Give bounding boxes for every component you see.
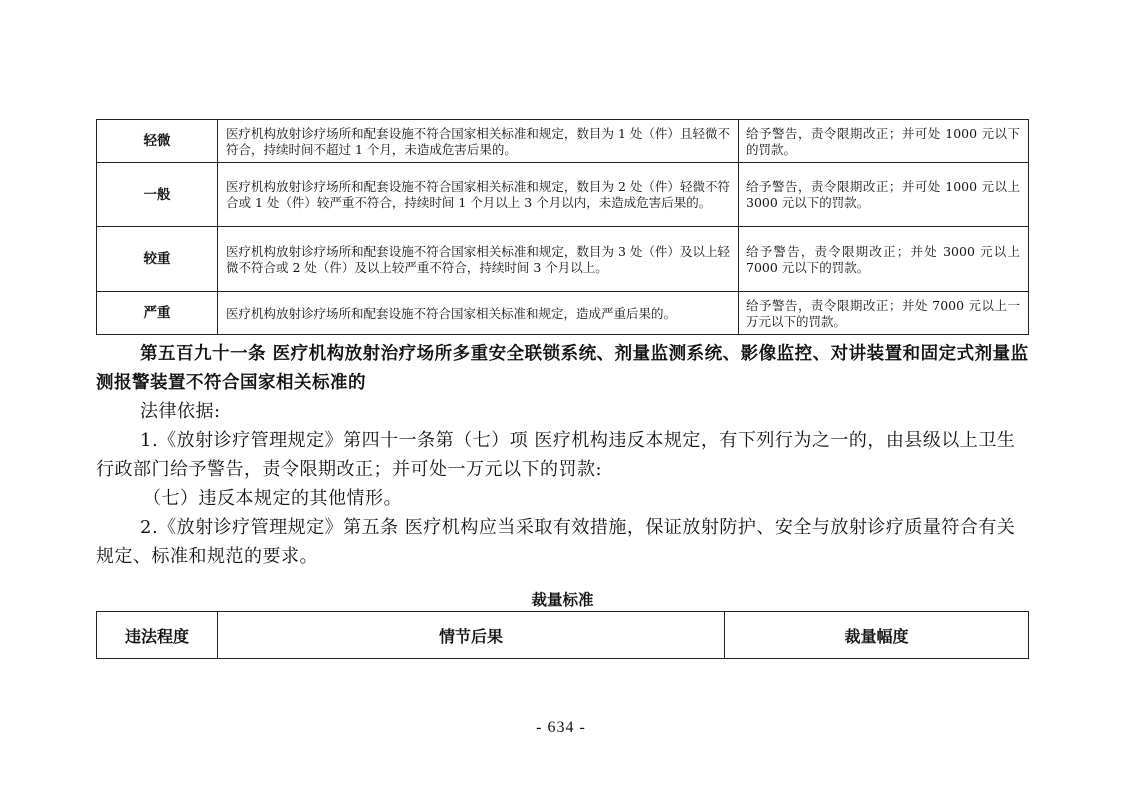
circumstance-cell: 医疗机构放射诊疗场所和配套设施不符合国家相关标准和规定，造成严重后果的。 [218,292,739,335]
standard-header-table [96,611,1029,659]
article-title: 第五百九十一条 医疗机构放射治疗场所多重安全联锁系统、剂量监测系统、影像监控、对讲装置和固定式剂量监测报警装置不符合国家相关标准的 [96,344,1029,393]
circumstance-cell: 医疗机构放射诊疗场所和配套设施不符合国家相关标准和规定，数目为 3 处（件）及以上轻微不符合或 2 处（件）及以上较严重不符合，持续时间 3 个月以上。 [218,227,739,292]
table-row [97,227,1029,292]
table-row [97,292,1029,335]
table-row [97,163,1029,227]
violation-level-cell: 轻微 [97,120,218,163]
violation-level-cell: 较重 [97,227,218,292]
penalty-range-cell: 给予警告，责令限期改正；并可处 1000 元以下的罚款。 [739,120,1029,163]
penalty-range-cell: 给予警告，责令限期改正；并可处 1000 元以上 3000 元以下的罚款。 [739,163,1029,227]
penalty-range-cell: 给予警告，责令限期改正；并处 3000 元以上 7000 元以下的罚款。 [739,227,1029,292]
violation-level-cell: 严重 [97,292,218,335]
header-penalty-range: 裁量幅度 [725,612,1029,659]
circumstance-cell: 医疗机构放射诊疗场所和配套设施不符合国家相关标准和规定，数目为 1 处（件）且轻微不符合，持续时间不超过 1 个月，未造成危害后果的。 [218,120,739,163]
violation-level-cell: 一般 [97,163,218,227]
page-number: - 634 - [536,719,586,736]
legal-basis-label: 法律依据: [140,401,221,422]
header-circumstance: 情节后果 [218,612,725,659]
legal-basis-1-item: （七）违反本规定的其他情形。 [143,488,402,509]
legal-basis-1: 1.《放射诊疗管理规定》第四十一条第（七）项 医疗机构违反本规定，有下列行为之一的，由县级以上卫生行政部门给予警告，责令限期改正；并可处一万元以下的罚款: [96,430,1016,480]
standard-title: 裁量标准 [531,591,594,609]
table-row [97,120,1029,163]
header-violation-level: 违法程度 [97,612,218,659]
circumstance-cell: 医疗机构放射诊疗场所和配套设施不符合国家相关标准和规定，数目为 2 处（件）轻微不符合或 1 处（件）较严重不符合，持续时间 1 个月以上 3 个月以内，未造成危害后果的。 [218,163,739,227]
penalty-range-cell: 给予警告，责令限期改正；并处 7000 元以上一万元以下的罚款。 [739,292,1029,335]
penalty-standard-table [96,119,1029,335]
legal-basis-2: 2.《放射诊疗管理规定》第五条 医疗机构应当采取有效措施，保证放射防护、安全与放射诊疗质量符合有关规定、标准和规范的要求。 [96,517,1016,567]
table-header-row [97,612,1029,659]
